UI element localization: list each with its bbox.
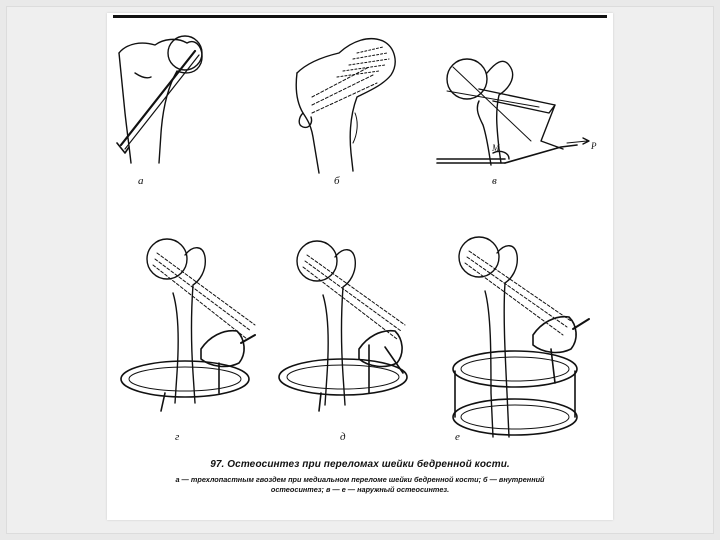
panel-label-e: е xyxy=(455,431,460,443)
panel-d-drawing xyxy=(279,241,407,411)
panel-label-v: в xyxy=(492,175,497,187)
force-label: P xyxy=(591,141,597,151)
panel-label-d: д xyxy=(340,431,346,443)
caption-line-2: остеосинтез; в — е — наружный остеосинтез. xyxy=(270,485,450,494)
panel-e-drawing xyxy=(453,237,589,437)
panel-c-drawing xyxy=(437,59,589,165)
moment-label: M xyxy=(492,143,500,153)
scanned-page xyxy=(107,13,613,520)
figure-drawings xyxy=(107,13,613,453)
panel-b-drawing xyxy=(296,39,395,173)
figure-caption-title: 97. Остеосинтез при переломах шейки бедренной кости. xyxy=(210,459,510,470)
caption-line-1: а — трехлопастным гвоздем при медиальном переломе шейки бедренной кости; б — внутренний xyxy=(175,475,545,484)
panel-g-drawing xyxy=(121,239,255,411)
panel-label-a: а xyxy=(138,175,144,187)
panel-a-drawing xyxy=(117,36,202,163)
figure-caption-body xyxy=(111,475,609,495)
panel-label-b: б xyxy=(334,175,340,187)
panel-label-g: г xyxy=(175,431,180,443)
